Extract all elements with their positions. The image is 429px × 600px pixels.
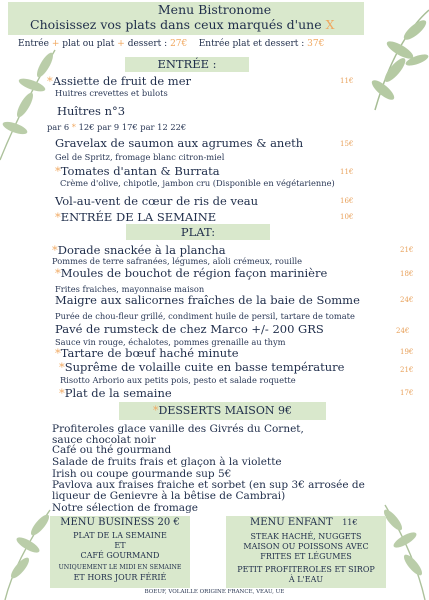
star-icon: * (59, 360, 65, 374)
star-icon: * (55, 210, 61, 224)
star-icon: * (59, 386, 65, 400)
dessert-line: Café ou thé gourmand (52, 444, 172, 456)
olive-branch-left-icon (0, 40, 60, 170)
plat-0-price: 21€ (400, 246, 414, 254)
formula2-price: 37€ (307, 39, 325, 49)
star-icon: * (55, 164, 61, 178)
plat-2-desc: Purée de chou-fleur grillé, condiment huile de persil, tartare de tomate (55, 311, 355, 321)
entree-3-price: 11€ (340, 168, 354, 176)
plat-6-price: 17€ (400, 389, 414, 397)
plus-sign: + (51, 39, 60, 49)
entree-2-title: Gravelax de saumon aux agrumes & aneth (55, 136, 304, 150)
plat-6-title (59, 386, 172, 400)
formula-entree: Entrée (18, 39, 49, 49)
entree-3-title (55, 164, 220, 178)
plat-5-text: Suprême de volaille cuite en basse température (64, 360, 345, 374)
dessert-line: Notre sélection de fromage (52, 502, 199, 514)
business-line: ET HORS JOUR FÉRIÉ (73, 573, 167, 582)
dessert-line: Profiteroles glace vanille des Givrés du Cornet, (52, 423, 304, 435)
entree-4-title: Vol-au-vent de cœur de ris de veau (55, 194, 259, 208)
plat-4-text: Tartare de bœuf haché minute (60, 346, 239, 360)
enfant-line: À L'EAU (288, 575, 324, 584)
plat-2-price: 24€ (400, 296, 414, 304)
entree-0-price: 11€ (340, 77, 354, 85)
business-line: CAFÉ GOURMAND (80, 551, 160, 560)
footer-origin: BOEUF, VOLAILLE ORIGINE FRANCE, VEAU, UE (144, 589, 285, 595)
plat-3-desc: Sauce vin rouge, échalotes, pommes grenaille au thym (55, 337, 286, 347)
plus-sign: + (117, 39, 125, 49)
dessert-line: Pavlova aux fraises fraiche et sorbet (en sup 3€ arrosée de (52, 479, 365, 491)
dessert-line: liqueur de Genievre à la bêtise de Cambrai) (52, 490, 286, 502)
enfant-title (250, 517, 357, 528)
plat-2-title: Maigre aux salicornes fraîches de la baie de Somme (55, 293, 360, 307)
entree-3-text: Tomates d'antan & Burrata (60, 164, 220, 178)
entree-2-price: 15€ (340, 140, 354, 148)
enfant-line: FRITES ET LÉGUMES (260, 552, 352, 561)
entree-5-text: ENTRÉE DE LA SEMAINE (60, 210, 217, 224)
oyster-per-6: par 6 (47, 122, 70, 132)
plat-3-price: 24€ (396, 327, 410, 335)
plat-header: PLAT: (180, 225, 216, 239)
plat-1-text: Moules de bouchot de région façon marinière (60, 266, 328, 280)
formula-dessert: dessert : (127, 39, 168, 49)
desserts-header-text: DESSERTS MAISON 9€ (158, 404, 292, 417)
enfant-price: 11€ (342, 518, 358, 527)
enfant-title-text: MENU ENFANT (250, 517, 333, 528)
entree-item-title (47, 74, 191, 88)
enfant-line: STEAK HACHÉ, NUGGETS (250, 532, 362, 541)
subtitle-text: Choisissez vos plats dans ceux marqués d'une (30, 17, 322, 32)
entree-1-title: Huîtres n°3 (57, 104, 126, 118)
business-line: UNIQUEMENT LE MIDI EN SEMAINE (58, 564, 182, 571)
desserts-header (119, 404, 326, 417)
oyster-prices: 12€ par 9 17€ par 12 22€ (78, 122, 187, 132)
plat-5-title (59, 360, 344, 374)
entree-0-desc: Huitres crevettes et bulots (55, 88, 168, 98)
entree-3-desc: Crème d'olive, chipotle, jambon cru (Disponible en végétarienne) (60, 178, 335, 188)
formula-price: 27€ (170, 39, 188, 49)
enfant-line: MAISON OU POISSONS AVEC (243, 542, 369, 551)
entree-5-title (55, 210, 216, 224)
formula-line (18, 39, 324, 49)
plat-5-price: 21€ (400, 366, 414, 374)
plat-1-title (55, 266, 327, 280)
business-line: PLAT DE LA SEMAINE (73, 531, 167, 540)
star-icon: * (47, 74, 53, 88)
plat-0-desc: Pommes de terre safranées, légumes, aïoli crémeux, rouille (52, 256, 303, 266)
plat-4-title (55, 346, 239, 360)
plat-0-text: Dorade snackée à la plancha (57, 243, 226, 257)
menu-subtitle (30, 17, 335, 32)
entree-1-desc (47, 122, 186, 132)
dessert-line: Irish ou coupe gourmande sup 5€ (52, 468, 232, 480)
plat-4-price: 19€ (400, 348, 414, 356)
star-icon: * (52, 243, 58, 257)
entree-2-desc: Gel de Spritz, fromage blanc citron-miel (55, 152, 225, 162)
plat-0-title (52, 243, 226, 257)
dessert-line: Salade de fruits frais et glaçon à la violette (52, 456, 282, 468)
plat-3-title: Pavé de rumsteck de chez Marco +/- 200 GRS (55, 322, 324, 336)
star-icon: * (55, 346, 61, 360)
entree-5-price: 10€ (340, 213, 354, 221)
formula2-label: Entrée plat et dessert : (198, 39, 305, 49)
entree-0-title: Assiette de fruit de mer (52, 74, 192, 88)
star-icon: * (71, 122, 76, 132)
dessert-line: sauce chocolat noir (52, 434, 156, 446)
plat-6-text: Plat de la semaine (64, 386, 172, 400)
plat-1-desc: Frites fraiches, mayonnaise maison (55, 284, 205, 294)
entree-header: ENTRÉE : (157, 57, 217, 71)
star-icon: * (153, 404, 159, 417)
entree-4-price: 16€ (340, 197, 354, 205)
menu-title: Menu Bistronome (157, 2, 272, 17)
business-line: ET (114, 541, 126, 550)
x-mark: X (325, 17, 335, 32)
star-icon: * (55, 266, 61, 280)
formula-plat: plat ou plat (62, 39, 115, 49)
plat-5-desc: Risotto Arborio aux petits pois, pesto et salade roquette (60, 375, 296, 385)
plat-1-price: 18€ (400, 270, 414, 278)
enfant-line: PETIT PROFITEROLES ET SIROP (237, 565, 375, 574)
business-title: MENU BUSINESS 20 € (60, 517, 180, 528)
